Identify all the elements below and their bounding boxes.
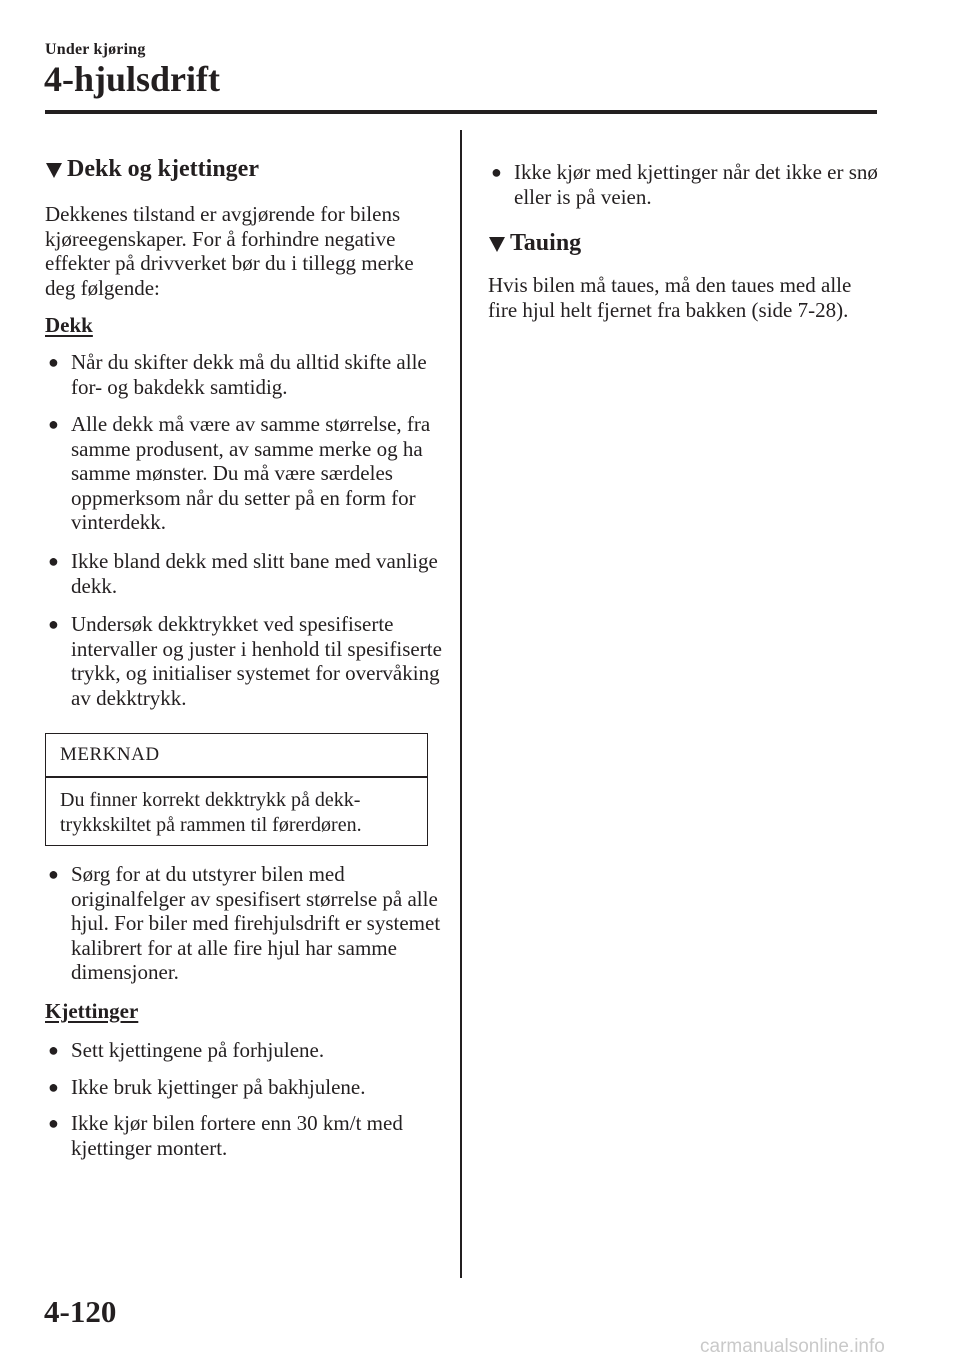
note-box bbox=[45, 733, 428, 846]
tauing-paragraph: Hvis bilen må taues, må den taues med alle fire hjul helt fjernet fra bakken (side 7-28). bbox=[488, 273, 852, 322]
intro-paragraph: Dekkenes tilstand er avgjørende for bilens kjøreegenskaper. For å forhindre negative effekter på drivverket bør du i tillegg merke deg følgende: bbox=[45, 202, 414, 300]
heading-tauing bbox=[488, 230, 581, 257]
heading-dekk-og-kjettinger bbox=[45, 156, 259, 183]
triangle-down-icon bbox=[488, 235, 506, 253]
list-item bbox=[45, 612, 455, 710]
note-text: Du finner korrekt dekktrykk på dekk-trykkskiltet på rammen til førerdøren. bbox=[60, 789, 362, 836]
list-item-text: Ikke kjør med kjettinger når det ikke er snø eller is på veien. bbox=[514, 160, 878, 209]
bullet-dot-icon: ● bbox=[48, 614, 59, 634]
bullet-dot-icon: ● bbox=[491, 162, 502, 182]
bullet-dot-icon: ● bbox=[48, 1040, 59, 1060]
bullet-dot-icon: ● bbox=[48, 414, 59, 434]
column-divider bbox=[460, 130, 462, 1278]
bullet-dot-icon: ● bbox=[48, 1077, 59, 1097]
list-item-text: Sørg for at du utstyrer bilen med originalfelger av spesifisert størrelse på alle hjul. For biler med firehjulsdrift er systemet kalibrert for at alle fire hjul har samme dimensjoner. bbox=[71, 862, 441, 984]
bullet-dot-icon: ● bbox=[48, 1113, 59, 1133]
list-item-text: Ikke kjør bilen fortere enn 30 km/t med kjettinger montert. bbox=[71, 1111, 403, 1160]
list-item bbox=[45, 549, 443, 598]
list-item bbox=[488, 160, 902, 209]
list-item-text: Alle dekk må være av samme størrelse, fra samme produsent, av samme merke og ha samme mønster. Du må være særdeles oppmerksom når du setter på en form for vinterdekk. bbox=[71, 412, 431, 534]
header-rule bbox=[45, 110, 877, 114]
note-title: MERKNAD bbox=[60, 744, 160, 765]
list-item bbox=[45, 412, 455, 535]
heading-text: Dekk og kjettinger bbox=[67, 156, 259, 182]
list-item bbox=[45, 1111, 463, 1160]
list-item bbox=[45, 1075, 455, 1100]
list-item-text: Undersøk dekktrykket ved spesifiserte intervaller og juster i henhold til spesifiserte trykk, og initialiser systemet for overvåking av dekktrykk. bbox=[71, 612, 442, 710]
list-item bbox=[45, 350, 443, 399]
list-item-text: Ikke bland dekk med slitt bane med vanlige dekk. bbox=[71, 549, 438, 598]
subhead-dekk: Dekk bbox=[45, 313, 93, 337]
subhead-kjettinger: Kjettinger bbox=[45, 999, 139, 1023]
list-item bbox=[45, 862, 463, 985]
section-label: Under kjøring bbox=[45, 41, 146, 58]
heading-text: Tauing bbox=[510, 230, 582, 256]
bullet-dot-icon: ● bbox=[48, 352, 59, 372]
list-item-text: Når du skifter dekk må du alltid skifte alle for- og bakdekk samtidig. bbox=[71, 350, 427, 399]
note-rule bbox=[46, 776, 427, 778]
list-item-text: Ikke bruk kjettinger på bakhjulene. bbox=[71, 1075, 366, 1099]
page-number: 4-120 bbox=[44, 1294, 117, 1329]
list-item-text: Sett kjettingene på forhjulene. bbox=[71, 1038, 325, 1062]
bullet-dot-icon: ● bbox=[48, 864, 59, 884]
watermark: carmanualsonline.info bbox=[700, 1336, 885, 1357]
list-item bbox=[45, 1038, 455, 1063]
triangle-down-icon bbox=[45, 161, 63, 179]
bullet-dot-icon: ● bbox=[48, 551, 59, 571]
chapter-title: 4-hjulsdrift bbox=[44, 59, 221, 99]
